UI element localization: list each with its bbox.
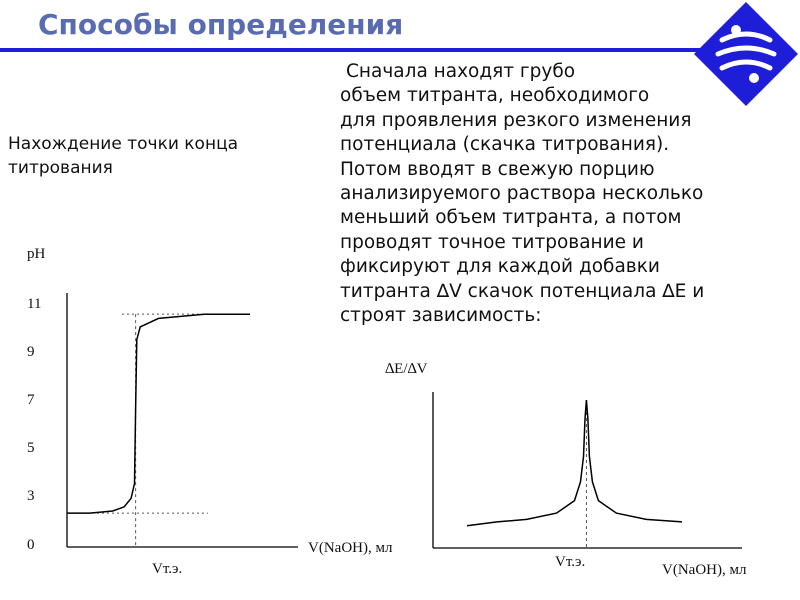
chart1-marker-label: Vт.э. (152, 561, 183, 577)
chart1-xlabel: V(NaOH), мл (308, 540, 393, 556)
chart1-ytick: 0 (27, 537, 35, 553)
chart1-ytick: 9 (27, 344, 35, 360)
page-title: Способы определения (38, 8, 404, 41)
chart2-derivative-curve (467, 400, 682, 526)
description-line: проводят точное титрование и (340, 231, 644, 253)
chart1-ytick: 7 (27, 392, 35, 408)
chart1-ytick: 3 (27, 488, 35, 504)
description-line: для проявления резкого изменения (340, 109, 692, 131)
description-line: Потом вводят в свежую порцию (340, 158, 655, 180)
description-line: потенциала (скачка титрования). (340, 134, 670, 156)
chart2-xlabel: V(NaOH), мл (662, 562, 747, 578)
description-line: строят зависимость: (340, 305, 542, 327)
chart1-titration-curve (67, 314, 250, 513)
description-line: Сначала находят грубо (346, 61, 576, 82)
description-line: меньший объем титранта, а потом (340, 207, 682, 229)
chart2-ylabel: ∆E/∆V (385, 361, 428, 377)
description-line: анализируемого раствора несколько (340, 183, 704, 205)
subtitle: Нахождение точки конца титрования (8, 134, 239, 178)
chart1-ytick: 11 (27, 296, 42, 312)
chart1-ytick: 5 (27, 440, 35, 456)
description-line: титранта ∆V скачок потенциала ∆E и (340, 280, 705, 302)
description-line: фиксируют для каждой добавки (340, 256, 660, 278)
description-line: объем титранта, необходимого (340, 85, 650, 107)
chart1-ylabel: pH (27, 246, 46, 262)
chart2-marker-label: Vт.э. (555, 554, 586, 570)
